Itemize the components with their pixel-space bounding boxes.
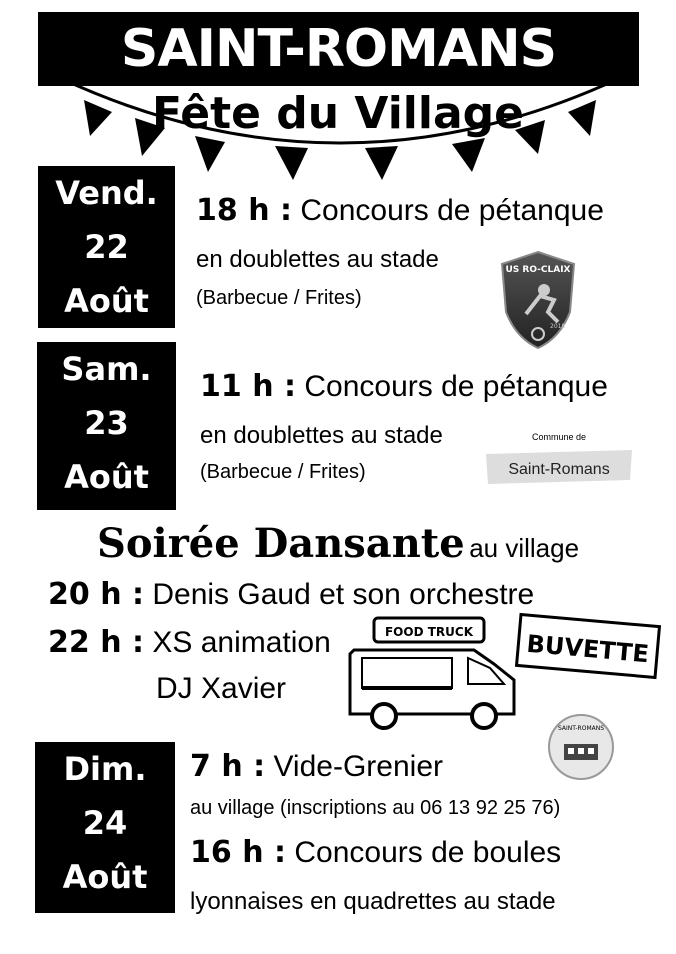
soiree-suffix: au village [469, 533, 580, 563]
event-title: Concours de pétanque [300, 194, 604, 227]
saint-romans-badge-icon [546, 712, 616, 782]
buvette-sign: BUVETTE [515, 613, 661, 679]
day-date: 24 [82, 804, 128, 842]
event-title: Concours de boules [294, 836, 562, 869]
event-title-row [190, 750, 443, 784]
event-title-row [200, 370, 608, 404]
day-box-saturday [37, 342, 176, 510]
event-title-row [196, 194, 604, 228]
event-title: Concours de pétanque [304, 370, 608, 403]
svg-text:Commune de: Commune de [531, 432, 587, 442]
day-month: Août [64, 458, 149, 496]
event-title-row [190, 836, 561, 870]
us-ro-claix-crest-icon [500, 250, 576, 350]
event-title: Vide-Grenier [273, 750, 443, 783]
svg-text:US RO-CLAIX: US RO-CLAIX [505, 265, 571, 275]
soiree-text-line2: DJ Xavier [156, 672, 287, 705]
event-detail: lyonnaises en quadrettes au stade [190, 888, 556, 915]
event-detail: au village (inscriptions au 06 13 92 25 76) [190, 797, 561, 819]
soiree-title: Soirée Dansante [96, 520, 465, 567]
page-title: SAINT-ROMANS [120, 19, 557, 79]
soiree-time: 20 h : [48, 577, 144, 612]
day-box-friday [38, 166, 175, 328]
event-time: 18 h : [196, 193, 292, 228]
event-time: 16 h : [190, 835, 286, 870]
svg-text:Saint-Romans: Saint-Romans [508, 461, 610, 478]
event-detail: en doublettes au stade [196, 246, 439, 273]
day-date: 23 [84, 404, 129, 442]
svg-text:FOOD TRUCK: FOOD TRUCK [384, 625, 474, 639]
event-time: 11 h : [200, 369, 296, 404]
svg-text:SAINT-ROMANS: SAINT-ROMANS [557, 725, 605, 732]
commune-saint-romans-logo-icon [484, 428, 634, 490]
page-subtitle: Fête du Village [151, 88, 524, 139]
svg-text:2018: 2018 [550, 323, 566, 330]
soiree-text: XS animation [152, 626, 331, 659]
soiree-time: 22 h : [48, 625, 144, 660]
day-label: Dim. [63, 750, 147, 788]
event-note: (Barbecue / Frites) [200, 461, 366, 483]
day-date: 22 [84, 228, 129, 266]
soiree-heading [0, 520, 676, 567]
event-note: (Barbecue / Frites) [196, 287, 362, 309]
event-detail: en doublettes au stade [200, 422, 443, 449]
soiree-item [48, 578, 534, 612]
day-label: Vend. [55, 174, 158, 212]
soiree-item [48, 626, 331, 660]
day-label: Sam. [61, 350, 152, 388]
event-time: 7 h : [190, 749, 266, 784]
day-month: Août [64, 282, 149, 320]
food-truck-icon [344, 614, 520, 732]
soiree-text: Denis Gaud et son orchestre [152, 578, 535, 611]
day-month: Août [62, 858, 148, 896]
day-box-sunday [35, 742, 175, 913]
